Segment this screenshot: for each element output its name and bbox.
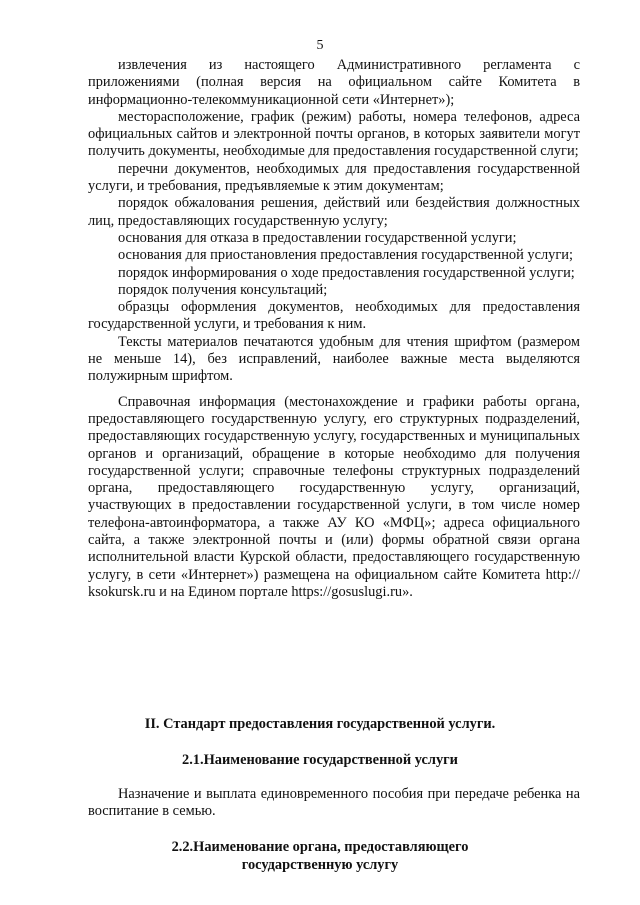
list-item: порядок информирования о ходе предоставления государственной услуги; [118,264,575,281]
list-item: основания для приостановления предоставления государственной услуги; [118,247,573,264]
reference-paragraph: Справочная информация (местонахождение и графики работы органа, предоставляющего государственную услугу, его структурных подразделений, предоставляющих государственную услугу, государственных и муниципальных органов и организаций, обращение в которые необходимо для получения государственной услуги; справочные телефоны структурных подразделений органа, предоставляющего государственную услугу, организаций, участвующих в предоставлении государственной услуги, в том числе номер телефона-автоинформатора, а также АУ КО «МФЦ»; адреса официального сайта, а также электронной почты и (или) формы обратной связи органа исполнительной власти Курской области, предоставляющего государственную услугу, в сети «Интернет») размещена на официальном сайте Комитета http:// ksokursk.ru и на Едином портале https://gosuslugi.ru». [88,393,580,600]
list-item: перечни документов, необходимых для предоставления государственной услуги, и требования, предъявляемые к этим документам; [88,160,580,195]
list-item: месторасположение, график (режим) работы, номера телефонов, адреса официальных сайтов и электронной почты органов, в которых заявители могут получить документы, необходимые для предоставления государственной слуги; [88,108,580,160]
page-number: 5 [316,38,324,53]
heading-line: 2.2.Наименование органа, предоставляющего [171,839,469,855]
body-text [88,57,580,601]
subsection-heading-2-1: 2.1.Наименование государственной услуги [182,752,458,768]
list-item: порядок получения консультаций; [118,281,328,298]
list-item: извлечения из настоящего Административного регламента с приложениями (полная версия на официальном сайте Комитета в информационно-телекоммуникационной сети «Интернет»); [88,57,580,108]
texts-paragraph: Тексты материалов печатаются удобным для чтения шрифтом (размером не меньше 14), без исправлений, наиболее важные места выделяются полужирным шрифтом. [88,333,580,385]
heading-line: государственную услугу [241,857,399,873]
list-item: порядок обжалования решения, действий или бездействия должностных лиц, предоставляющих государственную услугу; [88,195,580,229]
spacer [88,386,580,394]
subsection-text [88,786,580,821]
subsection-heading-2-2 [0,838,640,874]
list-item: основания для отказа в предоставлении государственной услуги; [118,229,517,246]
service-name-paragraph: Назначение и выплата единовременного пособия при передаче ребенка на воспитание в семью. [88,786,580,820]
section-heading: II. Стандарт предоставления государственной услуги. [144,716,496,732]
list-item: образцы оформления документов, необходимых для предоставления государственной услуги, и требования к ним. [88,299,580,333]
